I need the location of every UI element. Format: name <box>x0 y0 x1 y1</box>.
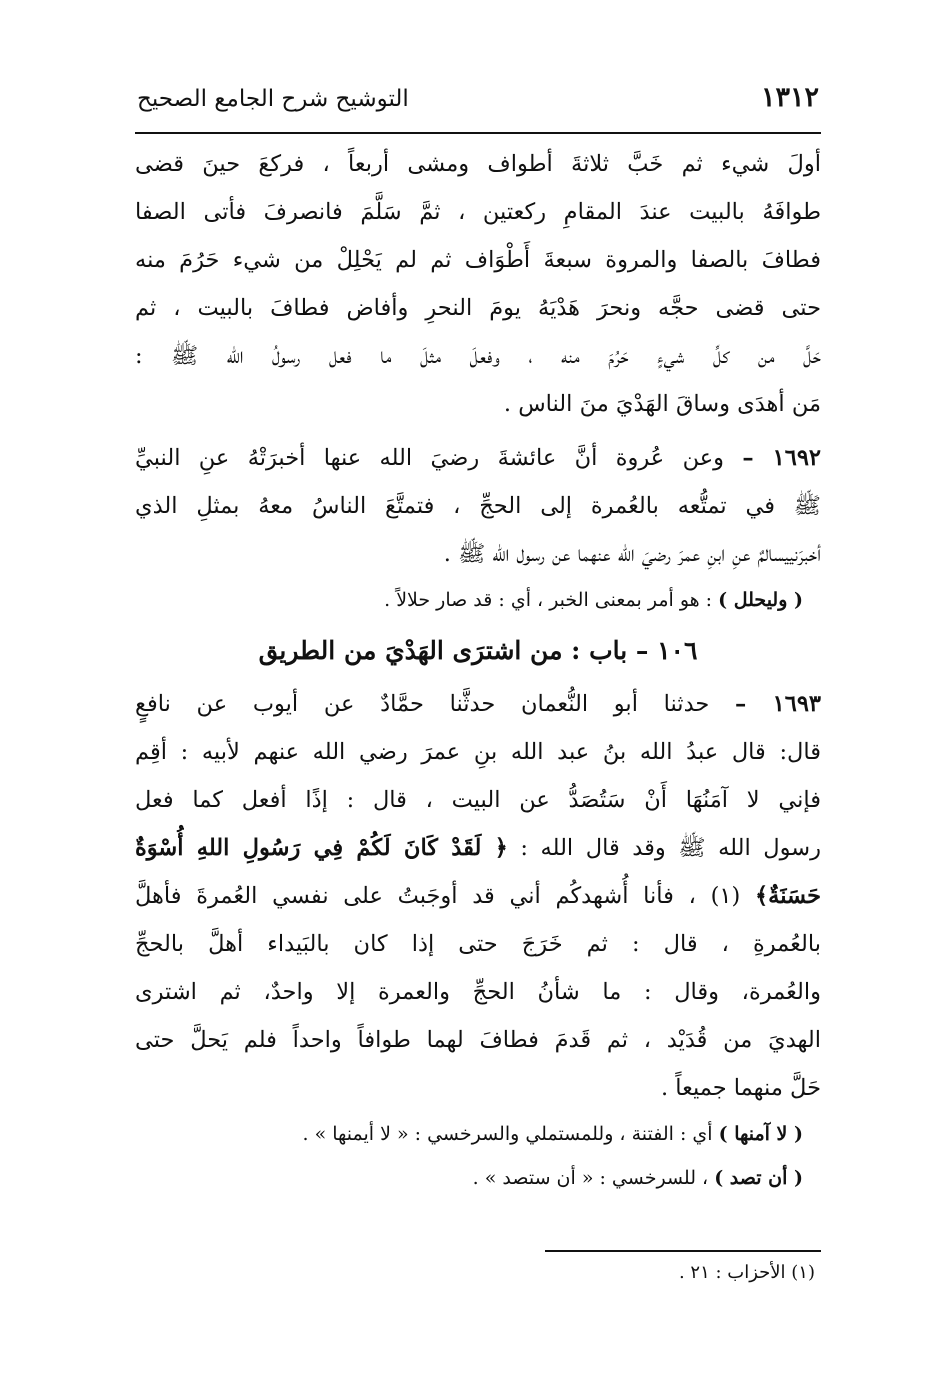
note-term: ( وليحلل ) <box>718 589 803 611</box>
text-line: الهديَ من قُدَيْد ، ثم قَدمَ فطافَ لهما طوافاً واحداً فلم يَحلَّ حتى <box>135 1027 821 1053</box>
text-line: حتى قضى حجَّه ونحرَ هَدْيَهُ يومَ النحرِ وأفاض فطافَ بالبيت ، ثم <box>135 295 821 321</box>
commentary-note <box>135 1112 821 1156</box>
commentary-note <box>135 578 821 622</box>
text-line <box>135 872 821 920</box>
chapter-heading: ١٠٦ – باب : من اشترَى الهَدْيَ من الطريق <box>258 636 698 665</box>
text-line: قال: قال عبدُ الله بنُ عبد الله بنِ عمرَ رضي الله عنهم لأبيه : أقِم <box>135 739 821 765</box>
hadith-number: ١٦٩٣ – <box>735 691 821 717</box>
hadith-text: (١) ، فأنا أُشهدكُم أني قد أوجَبتُ على نفسي العُمرةَ فأهلَّ <box>135 883 755 909</box>
text-line: ﷺ في تمتُّعه بالعُمرة إلى الحجِّ ، فتمتَّعَ الناسُ معهُ بمثلِ الذي <box>135 493 821 519</box>
hadith-number: ١٦٩٢ – <box>742 445 821 471</box>
hadith-1693 <box>135 680 821 1200</box>
quran-verse-end: حَسَنَةٌ﴾ <box>754 883 821 909</box>
note-text: أي : الفتنة ، وللمستملي والسرخسي : « لا أيمنها » . <box>302 1123 719 1145</box>
paragraph-continuation <box>135 140 821 428</box>
text-line: أولَ شيء ثم خَبَّ ثلاثةَ أطواف ومشى أربعاً ، فركعَ حينَ قضى <box>135 151 821 177</box>
page-body <box>135 140 821 1200</box>
text-line: حَلَّ من كلِّ شيءٍ حَرُمَ منه ، وفعلَ مثلَ ما فعل رسولُ الله ﷺ : <box>135 343 821 369</box>
text-line <box>135 434 821 482</box>
text-line: بالعُمرةِ ، قال : ثم خَرَجَ حتى إذا كان بالبَيداء أهلَّ بالحجِّ <box>135 931 821 957</box>
note-text: ، للسرخسي : « أن ستصد » . <box>472 1167 715 1189</box>
text-line: فإني لا آمَنُهَا أَنْ سَتُصَدُّ عن البيت ، قال : إذًا أفعل كما فعل <box>135 787 821 813</box>
text-line: مَن أهدَى وساقَ الهَدْيَ منَ الناس . <box>503 391 821 417</box>
footnote: (١) الأحزاب : ٢١ . <box>678 1262 815 1283</box>
text-line <box>135 824 821 872</box>
footnote-rule <box>545 1250 821 1252</box>
page-number: ١٣١٢ <box>760 82 819 113</box>
running-title: التوشيح شرح الجامع الصحيح <box>137 86 409 112</box>
hadith-text: وعن عُروة أنَّ عائشةَ رضيَ الله عنها أخبرَتْهُ عنِ النبيِّ <box>135 445 725 471</box>
text-line: حَلَّ منهما جميعاً . <box>660 1075 821 1101</box>
header-rule <box>135 132 821 134</box>
page-header <box>135 82 821 122</box>
text-line: فطافَ بالصفا والمروة سبعةَ أَطْوَاف ثم لم يَحْلِلْ من شيء حَرُمَ منه <box>135 247 821 273</box>
text-line: والعُمرة، وقال : ما شأنُ الحجِّ والعمرة إلا واحدٌ، ثم اشترى <box>135 979 821 1005</box>
text-line: أخبرَنييسالمٌ عنِ ابنِ عمرَ رضيَ الله عنهما عن رسول الله ﷺ . <box>443 541 821 567</box>
note-term: ( لا آمنها ) <box>718 1123 803 1145</box>
commentary-note <box>135 1156 821 1200</box>
text-line: طوافَهُ بالبيت عندَ المقامِ ركعتين ، ثمَّ سَلَّمَ فانصرفَ فأتى الصفا <box>135 199 821 225</box>
note-term: ( أن تصد ) <box>714 1167 803 1189</box>
quran-intro: رسول الله ﷺ وقد قال الله : <box>507 835 821 861</box>
hadith-1692 <box>135 434 821 622</box>
text-line <box>135 680 821 728</box>
quran-verse: ﴿ لَقَدْ كَانَ لَكُمْ فِي رَسُولِ اللهِ أُسْوَةٌ <box>135 835 508 861</box>
hadith-text: حدثنا أبو النُّعمان حدثَّنا حمَّادٌ عن أيوب عن نافعٍ <box>135 691 710 717</box>
note-text: : هو أمر بمعنى الخبر ، أي : قد صار حلالاً . <box>384 589 719 611</box>
